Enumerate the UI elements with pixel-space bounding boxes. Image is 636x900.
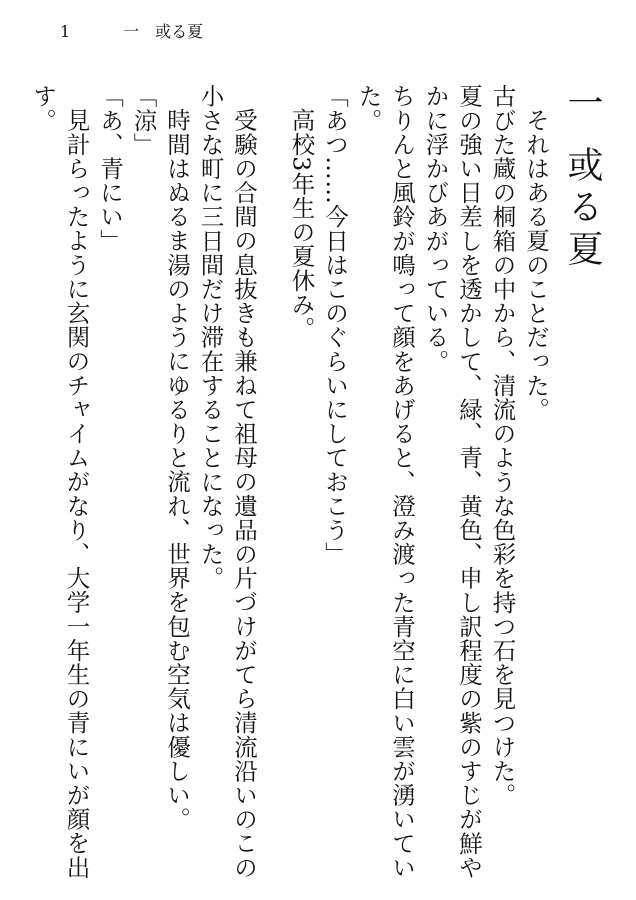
chapter-title: 或る夏 — [562, 146, 603, 272]
paragraph: 受験の合間の息抜きも兼ねて祖母の遺品の片づけがてら清流沿いのこの小さな町に三日間だけ滞在することになった。 — [196, 84, 258, 879]
page-number: 1 — [60, 22, 71, 41]
chapter-heading — [558, 84, 606, 884]
paragraph: 古びた蔵の桐箱の中から、清流のような色彩を持つ石を見つけた。 — [488, 84, 517, 807]
vertical-body-text — [29, 84, 606, 884]
paragraph: 見計らったように玄関のチャイムがなり、大学一年生の青にいが顔を出す。 — [29, 84, 91, 879]
dialogue-line: 「あつ……今日はこのぐらいにしておこう」 — [321, 84, 349, 566]
running-chapter-title: 一 或る夏 — [123, 22, 204, 41]
paragraph: ちりんと風鈴が鳴って顔をあげると、澄み渡った青空に白い雲が湧いていた。 — [354, 84, 416, 880]
paragraph: 夏の強い日差しを透かして、緑、青、黄色、申し訳程度の紫のすじが鮮やかに浮かびあがっている。 — [421, 84, 483, 880]
dialogue-line: 「あ、青にい」 — [96, 84, 124, 253]
chapter-number: 一 — [562, 84, 603, 126]
paragraph: それはある夏のことだった。 — [522, 107, 550, 421]
running-header — [60, 22, 203, 42]
dialogue-line: 「涼」 — [129, 84, 158, 157]
paragraph: 高校3年生の夏休み。 — [287, 107, 316, 340]
dialogue-line — [0, 84, 2, 884]
paragraph: 時間はぬるま湯のようにゆるりと流れ、世界を包む空気は優しい。 — [163, 107, 191, 831]
